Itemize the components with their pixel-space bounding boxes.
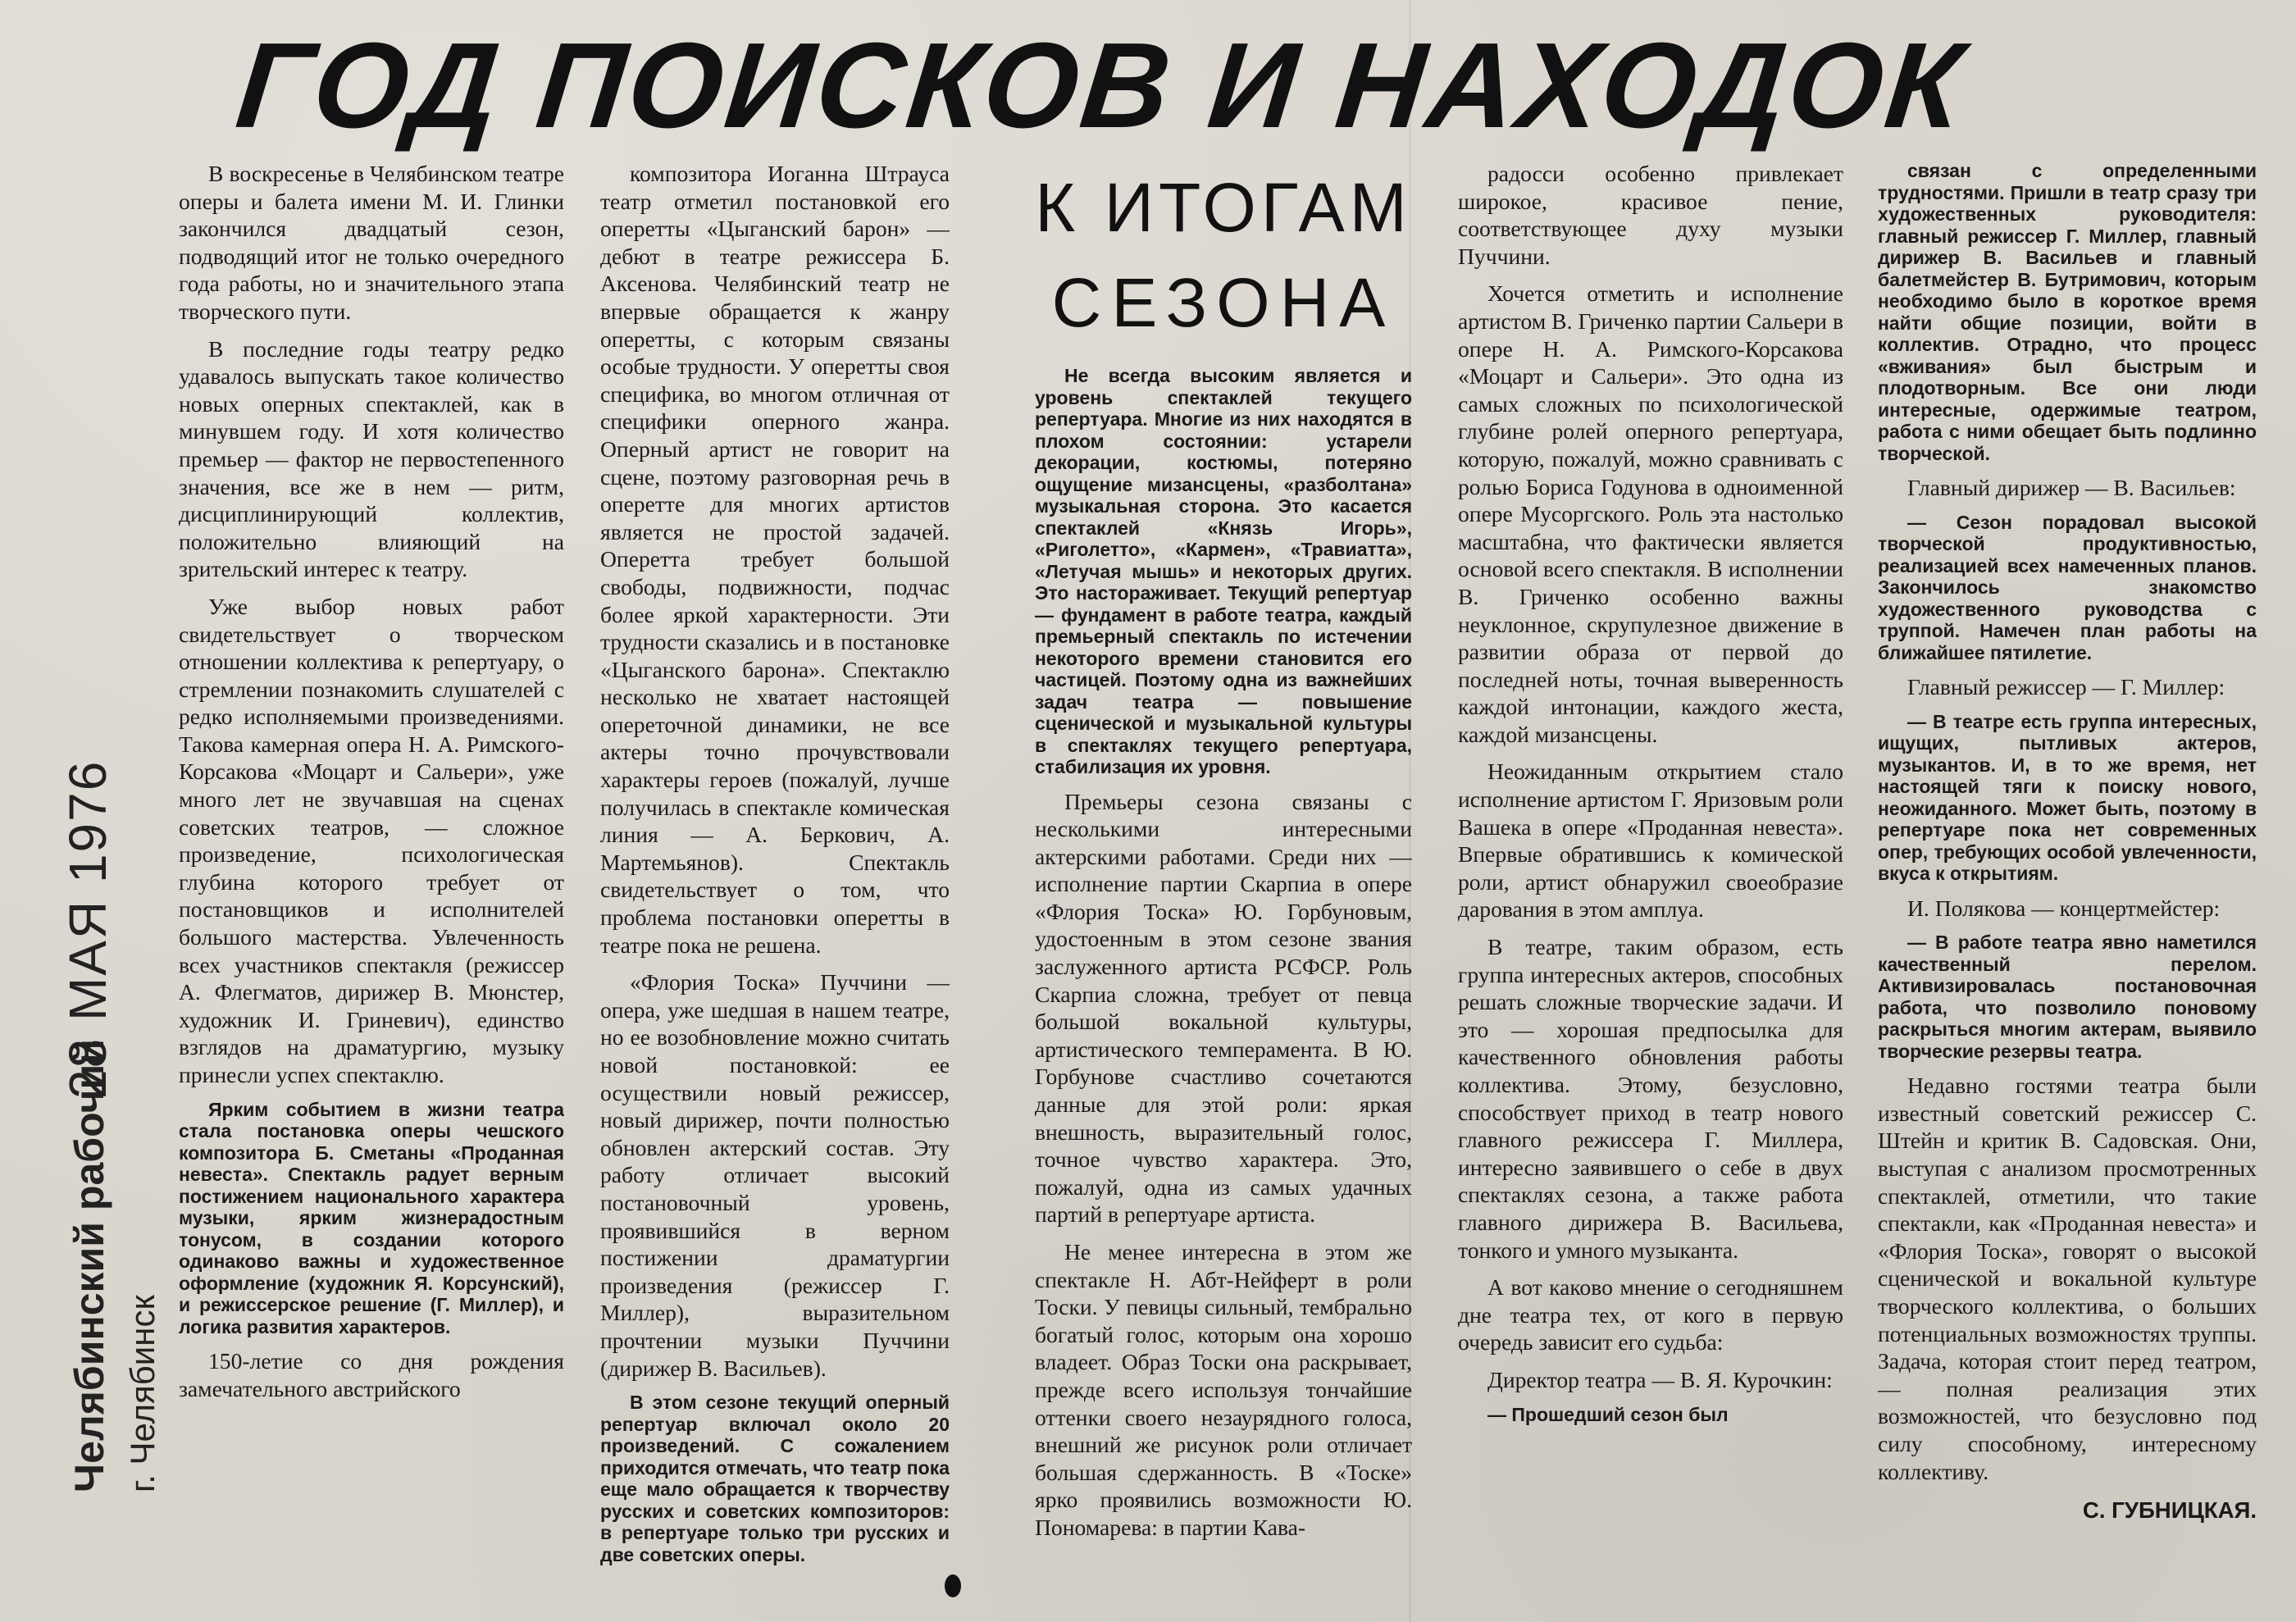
bold-paragraph: Ярким событием в жизни театра стала постановка оперы чешского композитора Б. Сметаны «Проданная невеста». Спектакль радует верным постижением национального характера музыки, ярким жизнерадостным тонусом, в создании которого одинаково важны и художественное оформление (художник Я. Корсунский), и режиссерское решение (Г. Миллер), и логика развития характеров.	[179, 1098, 564, 1337]
paragraph: Хочется отметить и исполнение артистом В. Гриченко партии Сальери в опере Н. А. Римского-Корсакова «Моцарт и Сальери». Это одна из самых сложных по психологической глубине ролей оперного репертуара, которую, пожалуй, можно сравнивать с ролью Бориса Годунова в одноименной опере Мусоргского. Роль эта настолько масштабна, что фактически является основой всего спектакля. В исполнении В. Гриченко особенно важны неуклонное, скрупулезное движение в развитии образа от первой до последней ноты, точная выверенность каждой интонации, каждого жеста, каждой мизансцены.	[1458, 280, 1843, 747]
column-1	[179, 160, 564, 1603]
column-5	[1878, 160, 2257, 1603]
clipping-stamp	[16, 246, 180, 1492]
bold-paragraph: В этом сезоне текущий оперный репертуар включал около 20 произведений. С сожалением приходится отмечать, что театр пока еще мало обращается к творчеству русских и советских композиторов: в репертуаре только три русских и две советских оперы.	[600, 1392, 950, 1565]
stamp-city: г. Челябинск	[123, 1295, 162, 1492]
author-signature: С. ГУБНИЦКАЯ.	[2082, 1497, 2257, 1524]
column-3	[1035, 160, 1412, 1603]
paragraph: Главный дирижер — В. Васильев:	[1907, 475, 2236, 500]
paragraph: Не менее интересна в этом же спектакле Н. Абт-Нейферт в роли Тоски. У певицы сильный, тембрально богатый голос, которым она хорошо владеет. Образ Тоски она раскрывает, прежде всего используя тончайшие оттенки своего незаурядного голоса, внешний же рисунок роли отличает большая сдержанность. В «Тоске» ярко проявились возможности Ю. Пономарева: в партии Кава-	[1035, 1239, 1412, 1540]
bold-paragraph: — Прошедший сезон был	[1487, 1403, 1729, 1425]
article-headline: ГОД ПОИСКОВ И НАХОДОК	[230, 18, 1972, 153]
kicker-line-1: К ИТОГАМ	[1035, 169, 1412, 246]
paragraph: «Флория Тоска» Пуччини — опера, уже шедшая в нашем театре, но ее возобновление можно считать новой постановкой: ее осуществили новый режиссер, новый дирижер, почти полностью обновлен актерский состав. Эту работу отличает высокий постановочный уровень, проявившийся в верном постижении драматургии произведения (режиссер Г. Миллер), выразительном прочтении музыки Пуччини (дирижер В. Васильев).	[600, 969, 950, 1381]
paragraph: В театре, таким образом, есть группа интересных актеров, способных решать сложные творческие задачи. И это — хорошая предпосылка для качественного обновления работы коллектива. Этому, безусловно, способствует приход в театр нового главного режиссера Г. Миллера, интересно заявившего о себе в двух спектаклях сезона, а также работа главного дирижера В. Васильева, тонкого и умного музыканта.	[1458, 934, 1843, 1263]
paragraph: композитора Иоганна Штрауса театр отметил постановкой его оперетты «Цыганский барон» — дебют в театре режиссера Б. Аксенова. Челябинский театр не впервые обращается к жанру оперетты, с которым связаны особые трудности. У оперетты своя специфика, во многом отличная от специфики оперного жанра. Оперный артист не говорит на сцене, поэтому разговорная речь в оперетте для многих артистов является не простой задачей. Оперетта требует большой свободы, подвижности, подчас более яркой характерности. Эти трудности сказались и в постановке «Цыганского барона». Спектаклю несколько не хватает настоящей опереточной динамики, не все актеры точно прочувствовали характеры героев (пожалуй, лучше получилась в спектакле комическая линия — А. Беркович, А. Мартемьянов). Спектакль свидетельствует о том, что проблема постановки оперетты в театре пока не решена.	[600, 161, 950, 958]
paragraph: Недавно гостями театра были известный советский режиссер С. Штейн и критик В. Садовская. Они, выступая с анализом просмотренных спектаклей, отметили, что такие спектакли, как «Проданная невеста» и «Флория Тоска», говорят о высокой сценической и вокальной культуре творческого коллектива, о больших потенциальных возможностях труппы. Задача, которая стоит перед театром, — полная реализация этих возможностей, что безусловно под силу способному, интересному коллективу.	[1878, 1073, 2257, 1484]
section-kicker	[1035, 160, 1412, 350]
paragraph: В последние годы театру редко удавалось выпускать такое количество новых оперных спектаклей, как в минувшем году. И хотя количество премьер — фактор не первостепенного значения, все же в нем — ритм, дисциплинирующий коллектив, положительно влияющий на зрительский интерес к театру.	[179, 335, 564, 582]
bold-paragraph: — В театре есть группа интересных, ищущих, пытливых актеров, музыкантов. И, в то же время, нет настоящей тяги к поиску нового, неожиданного. Может быть, поэтому в репертуаре пока нет современных опер, требующих особой увлеченности, вкуса к открытиям.	[1878, 710, 2257, 885]
paragraph: Неожиданным открытием стало исполнение артистом Г. Яризовым роли Вашека в опере «Проданная невеста». Впервые обратившись к комической роли, артист обнаружил своеобразие дарования в этом амплуа.	[1458, 759, 1843, 923]
paragraph: 150-летие со дня рождения замечательного австрийского	[179, 1348, 564, 1401]
paragraph: Премьеры сезона связаны с несколькими интересными актерскими работами. Среди них — исполнение партии Скарпиа в опере «Флория Тоска» Ю. Горбуновым, удостоенным в этом сезоне звания заслуженного артиста РСФСР. Роль Скарпиа сложна, требует от певца большой вокальной культуры, артистического темперамента. В Ю. Горбунове счастливо сочетаются данные для этой роли: яркая внешность, выразительный голос, точное чувство характера. Это, пожалуй, одна из самых удачных партий в репертуаре артиста.	[1035, 788, 1412, 1228]
column-4	[1458, 160, 1843, 1603]
paragraph: Директор театра — В. Я. Курочкин:	[1487, 1366, 1833, 1392]
paragraph: А вот каково мнение о сегодняшнем дне театра тех, от кого в первую очередь зависит его судьба:	[1458, 1274, 1843, 1355]
paragraph: И. Полякова — концертмейстер:	[1907, 895, 2221, 921]
paragraph: радосси особенно привлекает широкое, красивое пение, соответствующее духу музыки Пуччини.	[1458, 161, 1843, 269]
paragraph: Уже выбор новых работ свидетельствует о творческом отношении коллектива к репертуару, о стремлении познакомить слушателей с редко исполняемыми произведениями. Такова камерная опера Н. А. Римского-Корсакова «Моцарт и Сальери», уже много лет не звучавшая на сценах советских театров, — сложное произведение, психологическая глубина которого требует от постановщиков и исполнителей большого мастерства. Увлеченность всех участников спектакля (режиссер А. Флегматов, дирижер В. Мюнстер, художник И. Гриневич), единство взглядов на драматургию, музыку принесли успех спектаклю.	[179, 593, 564, 1087]
stamp-newspaper: Челябинский рабочий	[66, 1039, 112, 1492]
kicker-line-2: СЕЗОНА	[1051, 264, 1396, 341]
bold-paragraph: связан с определенными трудностями. Пришли в театр сразу три художественных руководителя: главный режиссер Г. Миллер, главный дирижер В. Васильев и главный балетмейстер В. Бутримович, которым необходимо было в короткое время найти общие позиции, войти в коллектив. Отрадно, что процесс «вживания» был быстрым и плодотворным. Все они люди интересные, одержимые театром, работа с ними обещает быть подлинно творческой.	[1878, 160, 2257, 464]
paragraph: В воскресенье в Челябинском театре оперы и балета имени М. И. Глинки закончился двадцатый сезон, подводящий итог не только очередного года работы, но и значительного этапа творческого пути.	[179, 161, 564, 324]
bold-paragraph: Не всегда высоким является и уровень спектаклей текущего репертуара. Многие из них находятся в плохом состоянии: устарели декорации, костюмы, потеряно ощущение мизансцены, «разболтана» музыкальная сторона. Это касается спектаклей «Князь Игорь», «Риголетто», «Кармен», «Травиатта», «Летучая мышь» и некоторых других. Это настораживает. Текущий репертуар — фундамент в работе театра, каждый премьерный спектакль по истечении некоторого времени становится его частицей. Поэтому одна из важнейших задач театра — повышение сценической и музыкальной культуры в спектаклях текущего репертуара, стабилизация их уровня.	[1035, 365, 1412, 777]
bold-paragraph: — Сезон порадовал высокой творческой продуктивностью, реализацией всех намеченных планов. Закончилось знакомство художественного руководства с труппой. Намечен план работы на ближайшее пятилетие.	[1878, 511, 2257, 663]
bold-paragraph: — В работе театра явно наметился качественный перелом. Активизировалась постановочная работа, что позволило поновому раскрыться многим актерам, выявило творческие резервы театра.	[1878, 932, 2257, 1062]
column-2	[600, 160, 950, 1603]
stamp-date: 28 МАЯ 1976	[58, 759, 117, 1099]
ink-blot	[945, 1574, 961, 1597]
paragraph: Главный режиссер — Г. Миллер:	[1907, 674, 2225, 700]
